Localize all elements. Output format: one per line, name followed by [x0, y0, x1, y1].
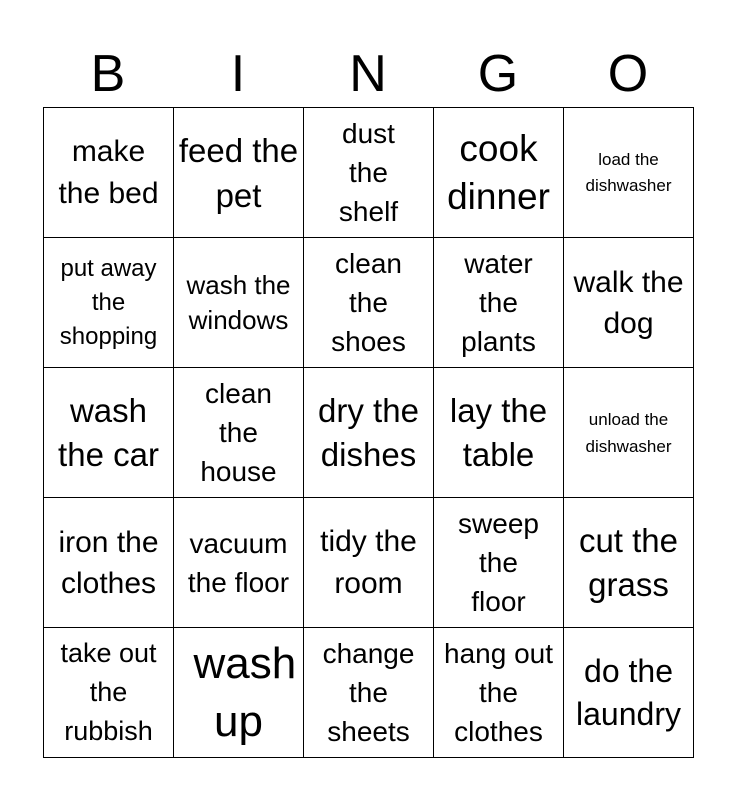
cell-text: lay the table: [449, 391, 548, 473]
cell-text: hang out the clothes: [444, 638, 553, 747]
cell-text: wash up: [193, 638, 297, 746]
bingo-cell-r1-c5[interactable]: [564, 108, 694, 238]
cell-text: iron the clothes: [58, 525, 159, 600]
bingo-cell-r1-c3[interactable]: [304, 108, 434, 238]
cell-text: vacuum the floor: [187, 527, 290, 598]
cell-text: make the bed: [58, 134, 159, 210]
bingo-cell-r3-c4[interactable]: [434, 368, 564, 498]
cell-text: dry the dishes: [318, 391, 419, 473]
cell-text: do the laundry: [576, 652, 681, 732]
bingo-cell-r2-c3[interactable]: [304, 238, 434, 368]
bingo-cell-r5-c1[interactable]: [44, 628, 174, 758]
bingo-cell-r1-c4[interactable]: [434, 108, 564, 238]
cell-text: wash the windows: [186, 269, 291, 335]
bingo-header: [43, 44, 693, 104]
bingo-cell-r5-c2[interactable]: [174, 628, 304, 758]
cell-text: walk the dog: [573, 265, 684, 340]
bingo-cell-r3-c1[interactable]: [44, 368, 174, 498]
header-letter-b: B: [90, 45, 126, 103]
header-letter-o: O: [607, 45, 649, 103]
cell-text: clean the shoes: [331, 248, 406, 357]
header-letter-n: N: [349, 45, 387, 103]
bingo-cell-r4-c4[interactable]: [434, 498, 564, 628]
cell-text: unload the dishwasher: [585, 409, 672, 456]
cell-text: dust the shelf: [338, 118, 399, 227]
cell-text: clean the house: [200, 378, 277, 487]
bingo-cell-r2-c5[interactable]: [564, 238, 694, 368]
bingo-cell-r4-c3[interactable]: [304, 498, 434, 628]
bingo-cell-r4-c1[interactable]: [44, 498, 174, 628]
bingo-cell-r3-c3[interactable]: [304, 368, 434, 498]
bingo-cell-r3-c5[interactable]: [564, 368, 694, 498]
bingo-cell-r2-c4[interactable]: [434, 238, 564, 368]
cell-text: feed the pet: [178, 131, 299, 214]
cell-text: tidy the room: [320, 524, 417, 600]
header-letter-i: I: [230, 45, 246, 103]
bingo-cell-r1-c2[interactable]: [174, 108, 304, 238]
cell-text: change the sheets: [322, 638, 415, 747]
cell-text: sweep the floor: [458, 508, 539, 617]
bingo-cell-r4-c2[interactable]: [174, 498, 304, 628]
header-letter-g: G: [477, 45, 519, 103]
bingo-cell-r5-c3[interactable]: [304, 628, 434, 758]
cell-text: put away the shopping: [59, 254, 158, 350]
cell-text: cut the grass: [578, 521, 679, 603]
bingo-cell-r5-c4[interactable]: [434, 628, 564, 758]
cell-text: take out the rubbish: [60, 638, 157, 746]
bingo-cell-r3-c2[interactable]: [174, 368, 304, 498]
bingo-cell-r2-c2[interactable]: [174, 238, 304, 368]
bingo-cell-r2-c1[interactable]: [44, 238, 174, 368]
bingo-board: [43, 107, 694, 758]
cell-text: cook dinner: [447, 127, 550, 217]
cell-text: wash the car: [58, 391, 159, 473]
bingo-cell-r1-c1[interactable]: [44, 108, 174, 238]
cell-text: load the dishwasher: [585, 149, 672, 195]
bingo-cell-r4-c5[interactable]: [564, 498, 694, 628]
bingo-cell-r5-c5[interactable]: [564, 628, 694, 758]
cell-text: water the plants: [461, 248, 536, 357]
